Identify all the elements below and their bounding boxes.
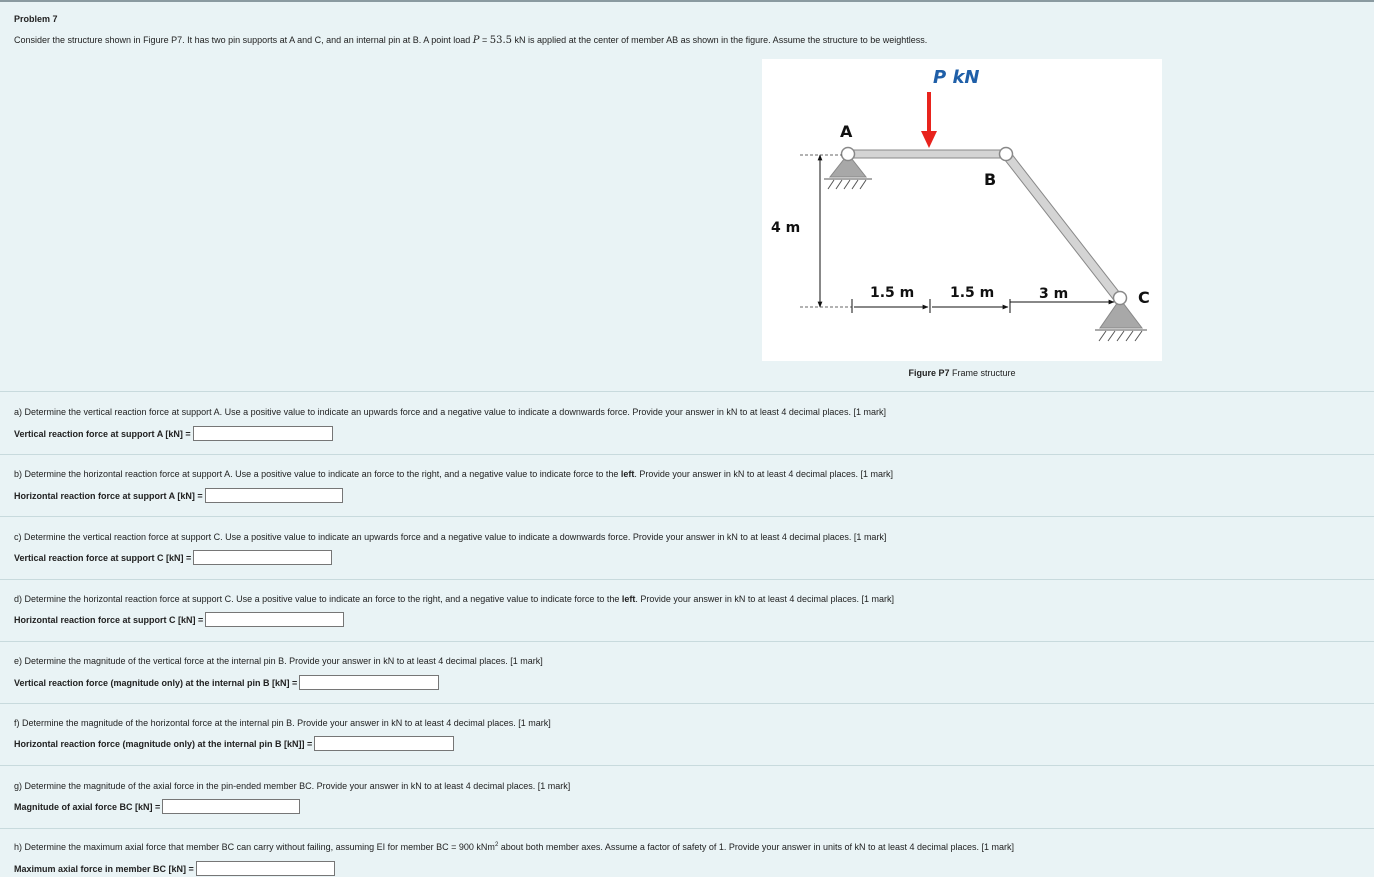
question-b-text (14, 469, 893, 479)
load-label: P kN (933, 67, 980, 88)
question-d-bold: left (621, 594, 636, 604)
question-b-post: . Provide your answer in kN to at least 4 decimal places. [1 mark] (634, 469, 893, 479)
question-f-answer (14, 736, 454, 751)
question-h-pre: h) Determine the maximum axial force that member BC can carry without failing, assuming EI for member BC = 900 kNm (14, 842, 495, 852)
frame-diagram (762, 59, 1162, 361)
question-g-text: g) Determine the magnitude of the axial force in the pin-ended member BC. Provide your answer in kN to at least 4 decimal places. [1 mark] (14, 781, 571, 791)
intro-text-before: Consider the structure shown in Figure P7. It has two pin supports at A and C, and an internal pin at B. A point load (14, 35, 473, 45)
horizontal-dimension (852, 299, 1114, 313)
answer-input-f[interactable] (314, 736, 454, 751)
frame-figure (762, 59, 1162, 361)
question-b-bold: left (620, 469, 635, 479)
answer-label-f: Horizontal reaction force (magnitude only) at the internal pin B [kN]] = (14, 738, 313, 749)
answer-label-e: Vertical reaction force (magnitude only) at the internal pin B [kN] = (14, 677, 298, 688)
intro-eq: = (479, 35, 490, 45)
answer-input-g[interactable] (162, 799, 300, 814)
question-f-text: f) Determine the magnitude of the horizontal force at the internal pin B. Provide your answer in kN to at least 4 decimal places. [1 mark] (14, 718, 551, 728)
question-a-text: a) Determine the vertical reaction force at support A. Use a positive value to indicate an upwards force and a negative value to indicate a downwards force. Provide your answer in kN to at least 4 decimal places. [1 mark] (14, 407, 886, 417)
load-arrow (921, 92, 937, 148)
member-ab (848, 150, 1006, 158)
separator (0, 703, 1374, 704)
question-h-answer (14, 861, 335, 876)
dim-label-1: 1.5 m (870, 285, 915, 301)
load-value: 53.5 (489, 35, 513, 46)
label-b: B (984, 170, 997, 189)
answer-input-a[interactable] (193, 426, 333, 441)
answer-input-h[interactable] (196, 861, 335, 876)
answer-input-d[interactable] (205, 612, 344, 627)
separator (0, 516, 1374, 517)
question-d-pre: d) Determine the horizontal reaction force at support C. Use a positive value to indicate an force to the right, and a negative value to indicate force to the (14, 594, 622, 604)
separator (0, 454, 1374, 455)
figure-caption (762, 368, 1162, 378)
separator (0, 391, 1374, 392)
question-h-sup: 2 (494, 842, 499, 848)
answer-input-b[interactable] (205, 488, 343, 503)
answer-label-a: Vertical reaction force at support A [kN] = (14, 428, 191, 439)
question-d-text (14, 594, 894, 604)
separator (0, 579, 1374, 580)
question-a-answer (14, 426, 333, 441)
intro-text-after: kN is applied at the center of member AB as shown in the figure. Assume the structure to be weightless. (512, 35, 928, 45)
question-b-pre: b) Determine the horizontal reaction force at support A. Use a positive value to indicate an force to the right, and a negative value to indicate force to the (14, 469, 621, 479)
height-label: 4 m (771, 220, 801, 236)
caption-bold: Figure P7 (908, 368, 950, 378)
answer-label-h: Maximum axial force in member BC [kN] = (14, 863, 194, 874)
separator (0, 828, 1374, 829)
question-c-answer (14, 550, 332, 565)
dim-label-2: 1.5 m (950, 285, 995, 301)
separator (0, 765, 1374, 766)
answer-label-g: Magnitude of axial force BC [kN] = (14, 801, 161, 812)
answer-label-d: Horizontal reaction force at support C [kN] = (14, 614, 204, 625)
question-g-answer (14, 799, 300, 814)
problem-title: Problem 7 (14, 14, 58, 24)
load-symbol: P (472, 35, 480, 46)
question-h-post: about both member axes. Assume a factor of safety of 1. Provide your answer in units of kN to at least 4 decimal places. [1 mark] (498, 842, 1015, 852)
question-e-text: e) Determine the magnitude of the vertical force at the internal pin B. Provide your answer in kN to at least 4 decimal places. [1 mark] (14, 656, 543, 666)
question-h-text (14, 842, 1014, 852)
internal-pin-b (1000, 148, 1013, 161)
question-b-answer (14, 488, 343, 503)
question-d-answer (14, 612, 344, 627)
question-d-post: . Provide your answer in kN to at least 4 decimal places. [1 mark] (635, 594, 894, 604)
question-e-answer (14, 675, 439, 690)
label-a: A (840, 122, 853, 141)
answer-label-c: Vertical reaction force at support C [kN] = (14, 552, 192, 563)
height-dimension (800, 155, 852, 307)
answer-input-e[interactable] (299, 675, 439, 690)
caption-text: Frame structure (949, 368, 1016, 378)
answer-input-c[interactable] (193, 550, 332, 565)
separator (0, 641, 1374, 642)
question-c-text: c) Determine the vertical reaction force at support C. Use a positive value to indicate an upwards force and a negative value to indicate a downwards force. Provide your answer in kN to at least 4 decimal places. [1 mark] (14, 532, 887, 542)
dim-label-3: 3 m (1039, 286, 1069, 302)
label-c: C (1138, 288, 1150, 307)
answer-label-b: Horizontal reaction force at support A [kN] = (14, 490, 203, 501)
member-bc (1006, 154, 1118, 298)
problem-intro (14, 35, 927, 46)
